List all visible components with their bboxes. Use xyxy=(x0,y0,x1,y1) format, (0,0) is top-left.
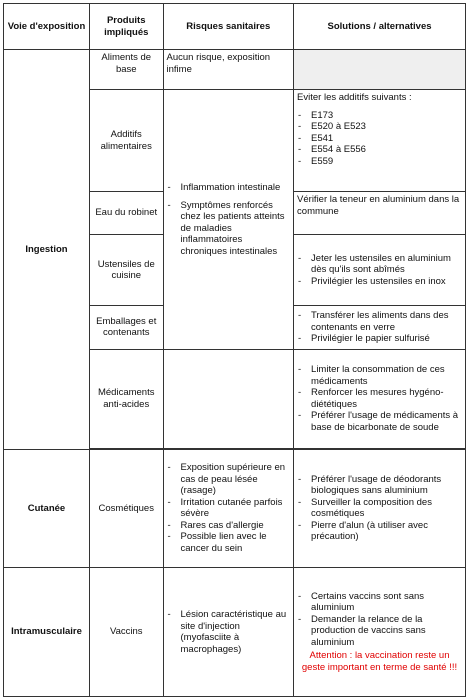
emballages-item: - Transférer les aliments dans des contenants en verre xyxy=(297,310,462,333)
additif-item: - E559 xyxy=(297,156,462,168)
additif-item: - E520 à E523 xyxy=(297,121,462,133)
header-voie: Voie d'exposition xyxy=(4,4,90,50)
solution-cutanee-item: - Pierre d'alun (à utiliser avec précaution) xyxy=(297,520,462,543)
medicaments-item: - Limiter la consommation de ces médicaments xyxy=(297,364,462,387)
produit-cosmetiques: Cosmétiques xyxy=(89,449,163,568)
additif-item: - E554 à E556 xyxy=(297,144,462,156)
produit-medicaments: Médicaments anti-acides xyxy=(89,349,163,448)
header-risques: Risques sanitaires xyxy=(163,4,294,50)
header-solutions: Solutions / alternatives xyxy=(294,4,466,50)
risque-cutanee-item: - Rares cas d'allergie xyxy=(167,520,291,532)
solution-aliments-empty xyxy=(294,50,466,90)
solution-eau: Vérifier la teneur en aluminium dans la commune xyxy=(294,192,466,235)
emballages-item: - Privilégier le papier sulfurisé xyxy=(297,333,462,345)
risque-cutanee-item: - Exposition supérieure en cas de peau lésée (rasage) xyxy=(167,462,291,497)
risque-cutanee-item: - Irritation cutanée parfois sévère xyxy=(167,497,291,520)
risque-ingestion-item: - Inflammation intestinale xyxy=(167,182,291,194)
risque-intramusculaire-item: - Lésion caractéristique au site d'injection (myofasciite à macrophages) xyxy=(167,609,291,655)
produit-eau: Eau du robinet xyxy=(89,192,163,235)
additif-item: - E541 xyxy=(297,133,462,145)
solution-additifs xyxy=(294,90,466,192)
risque-ingestion-item: - Symptômes renforcés chez les patients atteints de maladies inflammatoires chroniques intestinales xyxy=(167,200,291,258)
ustensiles-item: - Jeter les ustensiles en aluminium dès qu'ils sont abîmés xyxy=(297,253,462,276)
risques-cutanee xyxy=(163,449,294,568)
header-produits: Produits impliqués xyxy=(89,4,163,50)
produit-emballages: Emballages et contenants xyxy=(89,305,163,349)
produit-vaccins: Vaccins xyxy=(89,568,163,697)
ustensiles-item: - Privilégier les ustensiles en inox xyxy=(297,276,462,288)
voie-intramusculaire: Intramusculaire xyxy=(4,568,90,697)
solutions-intramusculaire xyxy=(294,568,466,697)
vaccination-warning: Attention : la vaccination reste un geste important en terme de santé !!! xyxy=(301,650,458,673)
solution-medicaments xyxy=(294,349,466,448)
risques-intramusculaire xyxy=(163,568,294,697)
row-intramusculaire xyxy=(4,568,466,697)
solution-emballages xyxy=(294,305,466,349)
voie-ingestion: Ingestion xyxy=(4,50,90,449)
produit-additifs: Additifs alimentaires xyxy=(89,90,163,192)
produit-aliments: Aliments de base xyxy=(89,50,163,90)
row-cutanee xyxy=(4,449,466,568)
solution-ustensiles xyxy=(294,235,466,305)
medicaments-item: - Renforcer les mesures hygéno-diététiques xyxy=(297,387,462,410)
risque-medicaments-empty xyxy=(163,349,294,448)
aluminium-exposure-table xyxy=(3,3,466,697)
header-row xyxy=(4,4,466,50)
voie-cutanee: Cutanée xyxy=(4,449,90,568)
produit-ustensiles: Ustensiles de cuisine xyxy=(89,235,163,305)
additif-item: - E173 xyxy=(297,110,462,122)
solution-cutanee-item: - Préférer l'usage de déodorants biologiques sans aluminium xyxy=(297,474,462,497)
risques-ingestion xyxy=(163,90,294,349)
additifs-intro: Eviter les additifs suivants : xyxy=(297,92,412,104)
solution-cutanee-item: - Surveiller la composition des cosmétiques xyxy=(297,497,462,520)
solution-intramusculaire-item: - Certains vaccins sont sans aluminium xyxy=(297,591,462,614)
medicaments-item: - Préférer l'usage de médicaments à base de bicarbonate de soude xyxy=(297,410,462,433)
solution-intramusculaire-item: - Demander la relance de la production de vaccins sans aluminium xyxy=(297,614,462,649)
risque-aliments: Aucun risque, exposition infime xyxy=(163,50,294,90)
risque-cutanee-item: - Possible lien avec le cancer du sein xyxy=(167,531,291,554)
row-aliments xyxy=(4,50,466,90)
solutions-cutanee xyxy=(294,449,466,568)
